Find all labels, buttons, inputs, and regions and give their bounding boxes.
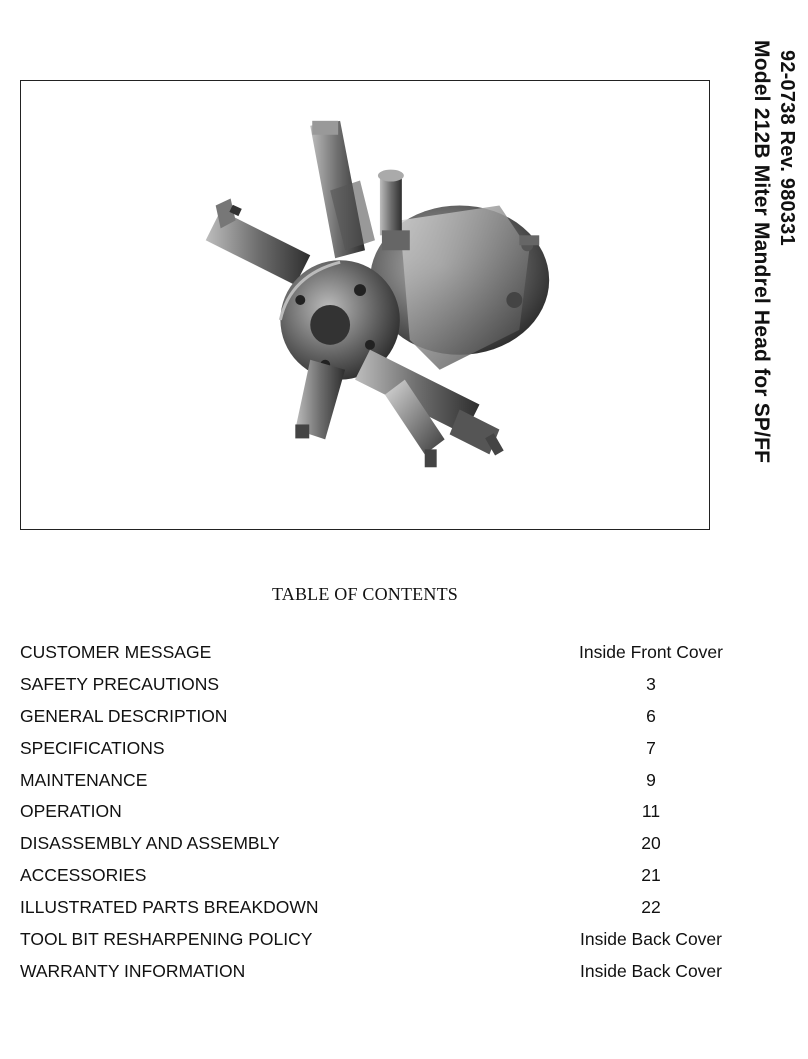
- toc-row: [20, 672, 720, 704]
- toc-entry-title: DISASSEMBLY AND ASSEMBLY: [20, 833, 280, 854]
- toc-row: [20, 831, 720, 863]
- arm-top-left: [206, 198, 311, 285]
- toc-list: [20, 640, 723, 991]
- toc-entry-title: OPERATION: [20, 801, 122, 822]
- toc-entry-page: Inside Front Cover: [579, 642, 723, 662]
- toc-row: [20, 736, 720, 768]
- toc-row: [20, 895, 720, 927]
- miter-mandrel-head-illustration: [21, 81, 709, 529]
- toc-entry-page: 21: [641, 865, 661, 886]
- document-side-title: [740, 40, 800, 520]
- toc-row: [20, 704, 720, 736]
- toc-entry-title: TOOL BIT RESHARPENING POLICY: [20, 929, 313, 950]
- toc-entry-title: MAINTENANCE: [20, 769, 148, 790]
- toc-entry-page: 9: [646, 769, 656, 790]
- toc-row: [20, 863, 720, 895]
- toc-entry-page: 3: [646, 673, 656, 694]
- toc-entry-page: 7: [646, 737, 656, 758]
- toc-entry-page: 6: [646, 705, 656, 726]
- toc-entry-page: Inside Back Cover: [579, 960, 722, 981]
- toc-row: [20, 640, 723, 672]
- toc-entry-page: 11: [641, 801, 661, 822]
- product-photo: [20, 80, 710, 530]
- document-number: 92-0738 Rev. 980331: [776, 50, 798, 246]
- toc-entry-title: ILLUSTRATED PARTS BREAKDOWN: [20, 897, 319, 918]
- toc-entry-page: 22: [641, 897, 661, 918]
- toc-row: [20, 799, 720, 831]
- toc-entry-page: Inside Back Cover: [579, 929, 722, 950]
- toc-heading: TABLE OF CONTENTS: [272, 584, 458, 604]
- spindle-top-right: [378, 170, 410, 251]
- toc-entry-title: CUSTOMER MESSAGE: [20, 642, 212, 662]
- toc-entry-title: WARRANTY INFORMATION: [20, 960, 246, 981]
- toc-entry-title: GENERAL DESCRIPTION: [20, 705, 228, 726]
- toc-row: [20, 768, 720, 800]
- arm-top: [310, 121, 375, 258]
- toc-entry-title: SPECIFICATIONS: [20, 737, 165, 758]
- toc-entry-page: 20: [641, 833, 661, 854]
- toc-entry-title: SAFETY PRECAUTIONS: [20, 673, 220, 694]
- toc-entry-title: ACCESSORIES: [20, 865, 147, 886]
- arm-bottom: [295, 360, 345, 440]
- toc-row: [20, 927, 720, 959]
- toc-row: [20, 959, 720, 991]
- document-model-title: Model 212B Miter Mandrel Head for SP/FF: [750, 40, 773, 464]
